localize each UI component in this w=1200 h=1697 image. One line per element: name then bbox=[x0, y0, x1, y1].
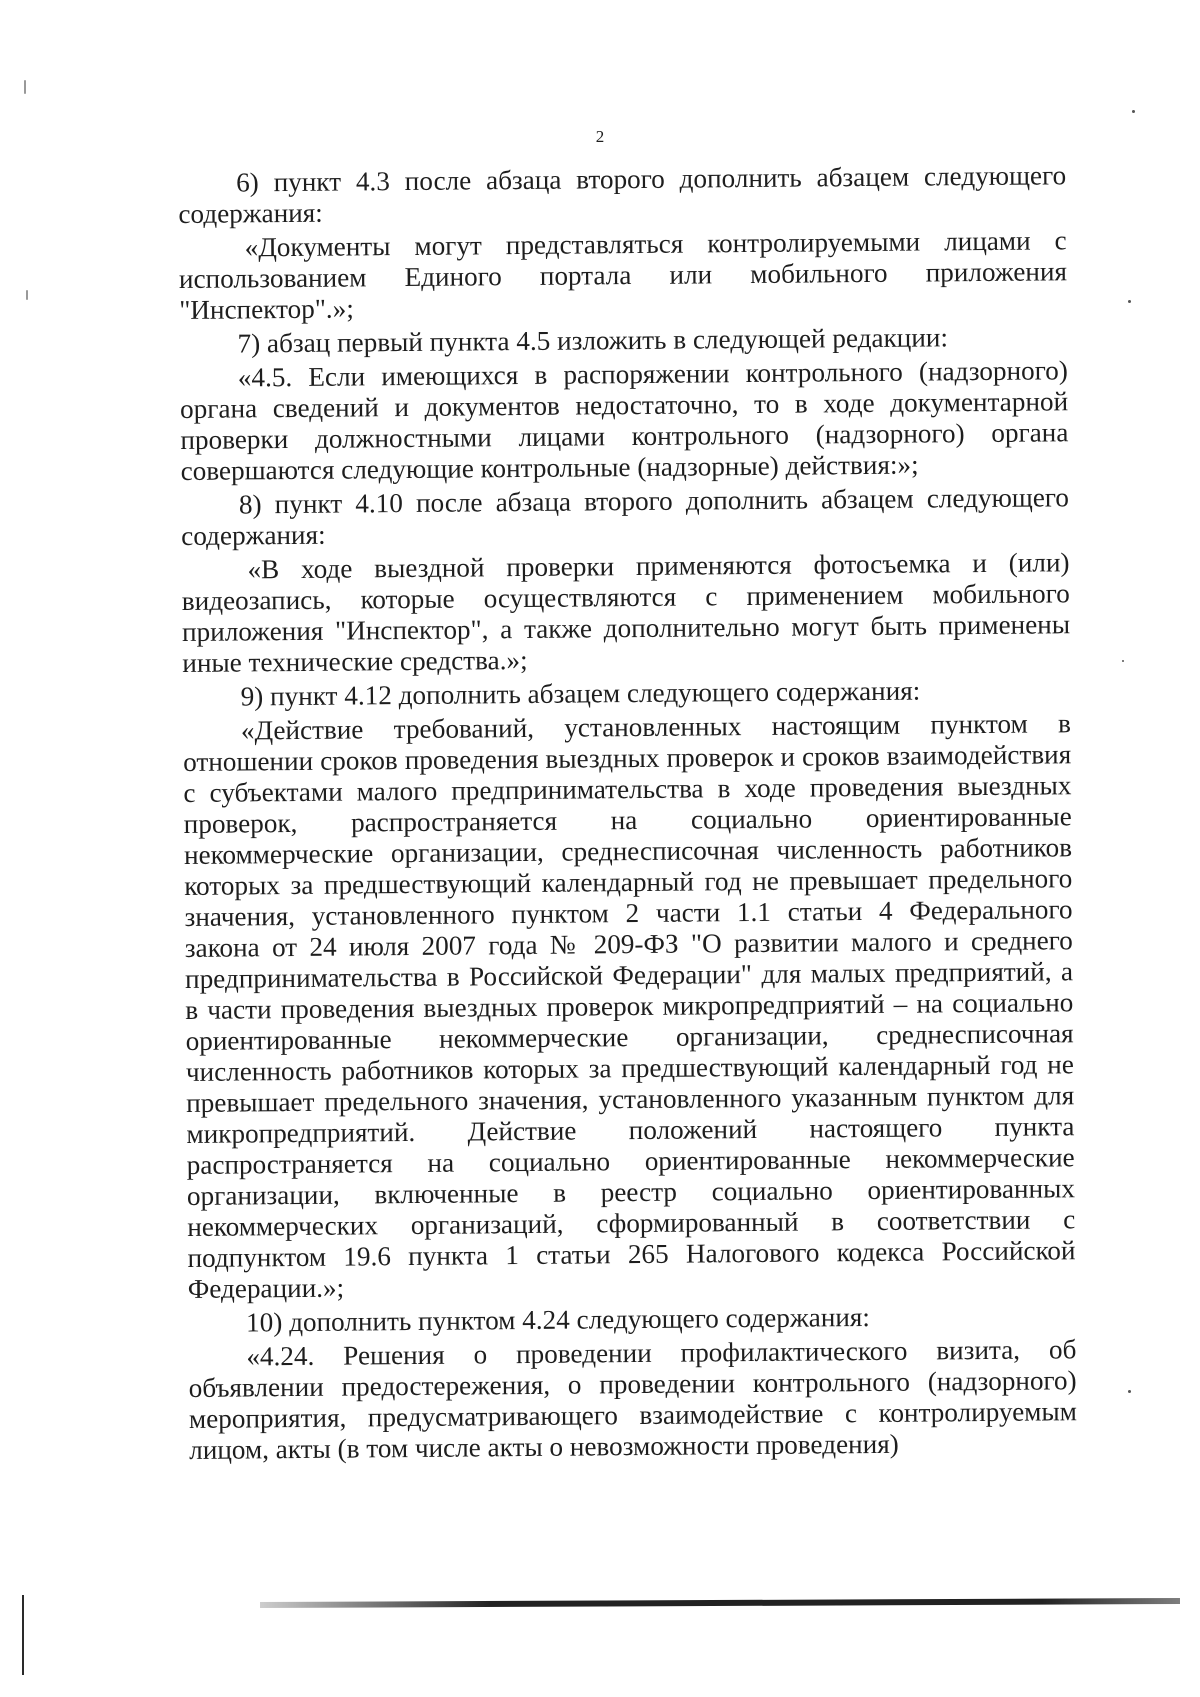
paragraph-item-9: 9) пункт 4.12 дополнить абзацем следующего содержания: bbox=[240, 675, 921, 712]
paragraph-quote-onsite-inspection: «В ходе выездной проверки применяются фотосъемка и (или) видеозапись, которые осуществляются с применением мобильного приложения "Инспектор", а также дополнительно могут быть применены иные технические средства.»; bbox=[181, 547, 1071, 678]
scan-speck bbox=[1122, 660, 1124, 662]
paragraph-item-10: 10) дополнить пунктом 4.24 следующего содержания: bbox=[245, 1302, 871, 1338]
scan-speck bbox=[1128, 300, 1131, 303]
scan-edge-mark bbox=[22, 1595, 24, 1675]
paragraph-quote-4-5: «4.5. Если имеющихся в распоряжении контрольного (надзорного) органа сведений и документов недостаточно, то в ходе документарной проверки должностными лицами контрольного (надзорного) органа совершаются следующие контрольные (надзорные) действия:»; bbox=[179, 355, 1069, 486]
paragraph-item-8: 8) пункт 4.10 после абзаца второго дополнить абзацем следующего содержания: bbox=[181, 482, 1070, 551]
paragraph-quote-inspector-documents: «Документы могут представляться контролируемыми лицами с использованием Единого портала или мобильного приложения "Инспектор".»; bbox=[178, 225, 1068, 325]
scan-speck bbox=[1132, 110, 1135, 113]
page-number: 2 bbox=[595, 127, 605, 146]
scan-bottom-bar bbox=[260, 1598, 1180, 1608]
scan-speck bbox=[24, 80, 26, 94]
paragraph-item-7: 7) абзац первый пункта 4.5 изложить в следующей редакции: bbox=[237, 322, 949, 359]
paragraph-quote-4-24: «4.24. Решения о проведении профилактического визита, об объявлении предостережения, о проведении контрольного (надзорного) мероприятия, предусматривающего взаимодействие с контролируемым лицом, акты (в том числе акты о невозможности проведения) bbox=[188, 1334, 1078, 1465]
document-body bbox=[178, 160, 1077, 1469]
paragraph-quote-requirements: «Действие требований, установленных настоящим пунктом в отношении сроков проведения выездных проверок и сроков взаимодействия с субъектами малого предпринимательства в ходе проведения выездных проверок, распространяется на социально ориентированные некоммерческие организации, среднесписочная численность работников которых за предшествующий календарный год не превышает предельного значения, установленного пунктом 2 части 1.1 статьи 4 Федерального закона от 24 июля 2007 года № 209-ФЗ "О развитии малого и среднего предпринимательства в Российской Федерации" для малых предприятий, а в части проведения выездных проверок микропредприятий – на социально ориентированные некоммерческие организации, среднесписочная численность работников которых за предшествующий календарный год не превышает предельного значения, установленного указанным пунктом для микропредприятий. Действие положений настоящего пункта распространяется на социально ориентированные некоммерческие организации, включенные в реестр социально ориентированных некоммерческих организаций, сформированный в соответствии с подпунктом 19.6 пункта 1 статьи 265 Налогового кодекса Российской Федерации.»; bbox=[183, 708, 1076, 1304]
scan-speck bbox=[1128, 1390, 1131, 1393]
paragraph-item-6: 6) пункт 4.3 после абзаца второго дополнить абзацем следующего содержания: bbox=[178, 160, 1067, 229]
scan-speck bbox=[26, 290, 28, 300]
